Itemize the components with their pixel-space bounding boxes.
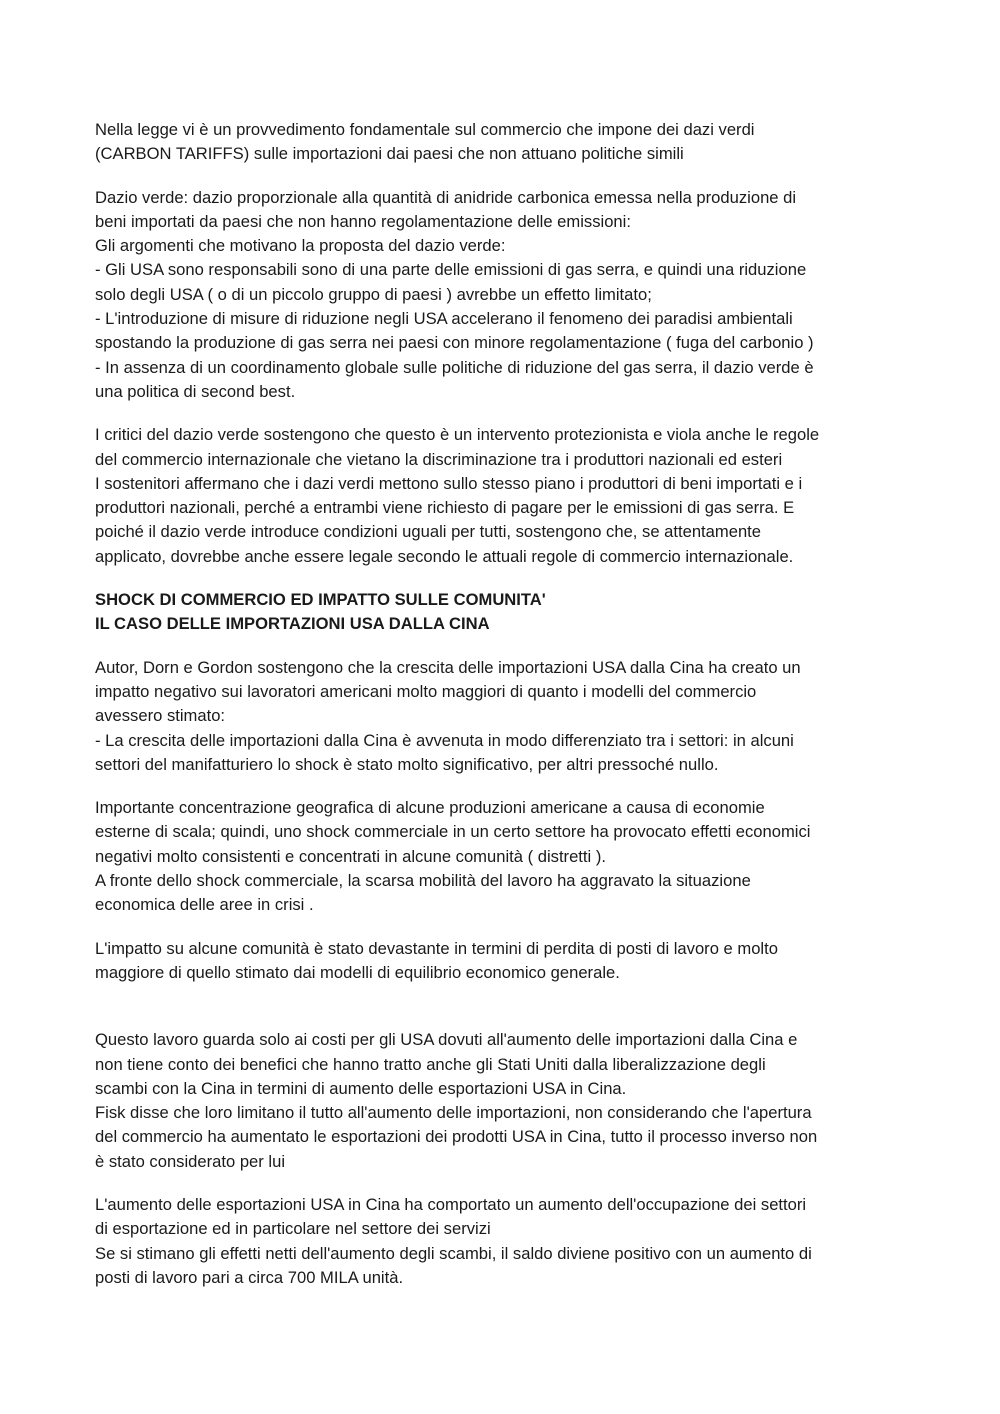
text-line: scambi con la Cina in termini di aumento delle esportazioni USA in Cina. [95,1078,627,1098]
text-line: posti di lavoro pari a circa 700 MILA unità. [95,1267,404,1287]
text-line: una politica di second best. [95,381,296,401]
text-line: maggiore di quello stimato dai modelli di equilibrio economico generale. [95,962,620,982]
text-line: spostando la produzione di gas serra nei paesi con minore regolamentazione ( fuga del carbonio ) [95,333,814,353]
text-line: poiché il dazio verde introduce condizioni uguali per tutti, sostengono che, se attentamente [95,522,762,542]
text-line: settori del manifatturiero lo shock è stato molto significativo, per altri pressoché nullo. [95,754,719,774]
paragraph-carbon-tariffs [95,118,907,167]
text-line: non tiene conto dei benefici che hanno tratto anche gli Stati Uniti dalla liberalizzazione degli [95,1054,766,1074]
text-line: Se si stimano gli effetti netti dell'aumento degli scambi, il saldo diviene positivo con un aumento di [95,1243,812,1263]
text-line: solo degli USA ( o di un piccolo gruppo di paesi ) avrebbe un effetto limitato; [95,284,652,304]
text-line: è stato considerato per lui [95,1151,286,1171]
text-line: del commercio internazionale che vietano la discriminazione tra i produttori nazionali ed esteri [95,449,783,469]
heading-line: SHOCK DI COMMERCIO ED IMPATTO SULLE COMUNITA' [95,590,546,610]
text-line: produttori nazionali, perché a entrambi viene richiesto di pagare per le emissioni di gas serra. E [95,498,795,518]
text-line: esterne di scala; quindi, uno shock commerciale in un certo settore ha provocato effetti economici [95,822,811,842]
text-line: Autor, Dorn e Gordon sostengono che la crescita delle importazioni USA dalla Cina ha creato un [95,657,801,677]
paragraph-dazio-verde [95,186,907,405]
text-line: Fisk disse che loro limitano il tutto all'aumento delle importazioni, non considerando che l'apertura [95,1103,812,1123]
text-line: - Gli USA sono responsabili sono di una parte delle emissioni di gas serra, e quindi una riduzione [95,260,807,280]
paragraph-critici [95,423,907,569]
text-line: beni importati da paesi che non hanno regolamentazione delle emissioni: [95,211,631,231]
paragraph-esportazioni [95,1193,907,1290]
text-line: Importante concentrazione geografica di alcune produzioni americane a causa di economie [95,798,765,818]
text-line: - L'introduzione di misure di riduzione negli USA accelerano il fenomeno dei paradisi ambientali [95,309,793,329]
text-line: impatto negativo sui lavoratori americani molto maggiori di quanto i modelli del commercio [95,681,757,701]
text-line: I sostenitori affermano che i dazi verdi mettono sullo stesso piano i produttori di beni importati e i [95,473,803,493]
text-line: (CARBON TARIFFS) sulle importazioni dai paesi che non attuano politiche simili [95,144,684,164]
paragraph-concentrazione [95,796,907,917]
document-page [95,118,907,1309]
text-line: economica delle aree in crisi . [95,895,314,915]
paragraph-autor-dorn [95,656,907,777]
text-line: L'impatto su alcune comunità è stato devastante in termini di perdita di posti di lavoro e molto [95,938,778,958]
text-line: - In assenza di un coordinamento globale sulle politiche di riduzione del gas serra, il dazio verde è [95,357,814,377]
text-line: Nella legge vi è un provvedimento fondamentale sul commercio che impone dei dazi verdi [95,120,755,139]
text-line: Gli argomenti che motivano la proposta del dazio verde: [95,236,506,256]
text-line: di esportazione ed in particolare nel settore dei servizi [95,1219,491,1239]
text-line: - La crescita delle importazioni dalla Cina è avvenuta in modo differenziato tra i settori: in alcuni [95,730,794,750]
text-line: Questo lavoro guarda solo ai costi per gli USA dovuti all'aumento delle importazioni dalla Cina e [95,1030,798,1050]
text-line: applicato, dovrebbe anche essere legale secondo le attuali regole di commercio internazionale. [95,546,794,566]
text-line: negativi molto consistenti e concentrati in alcune comunità ( distretti ). [95,846,606,866]
section-heading [95,588,907,637]
paragraph-impatto [95,937,907,986]
paragraph-questo-lavoro [95,1028,907,1174]
text-line: Dazio verde: dazio proporzionale alla quantità di anidride carbonica emessa nella produzione di [95,187,797,207]
text-line: L'aumento delle esportazioni USA in Cina ha comportato un aumento dell'occupazione dei settori [95,1194,807,1214]
text-line: A fronte dello shock commerciale, la scarsa mobilità del lavoro ha aggravato la situazione [95,871,751,891]
text-line: del commercio ha aumentato le esportazioni dei prodotti USA in Cina, tutto il processo inverso non [95,1127,818,1147]
heading-line: IL CASO DELLE IMPORTAZIONI USA DALLA CINA [95,614,490,634]
text-line: avessero stimato: [95,706,226,726]
text-line: I critici del dazio verde sostengono che questo è un intervento protezionista e viola anche le regole [95,425,820,445]
